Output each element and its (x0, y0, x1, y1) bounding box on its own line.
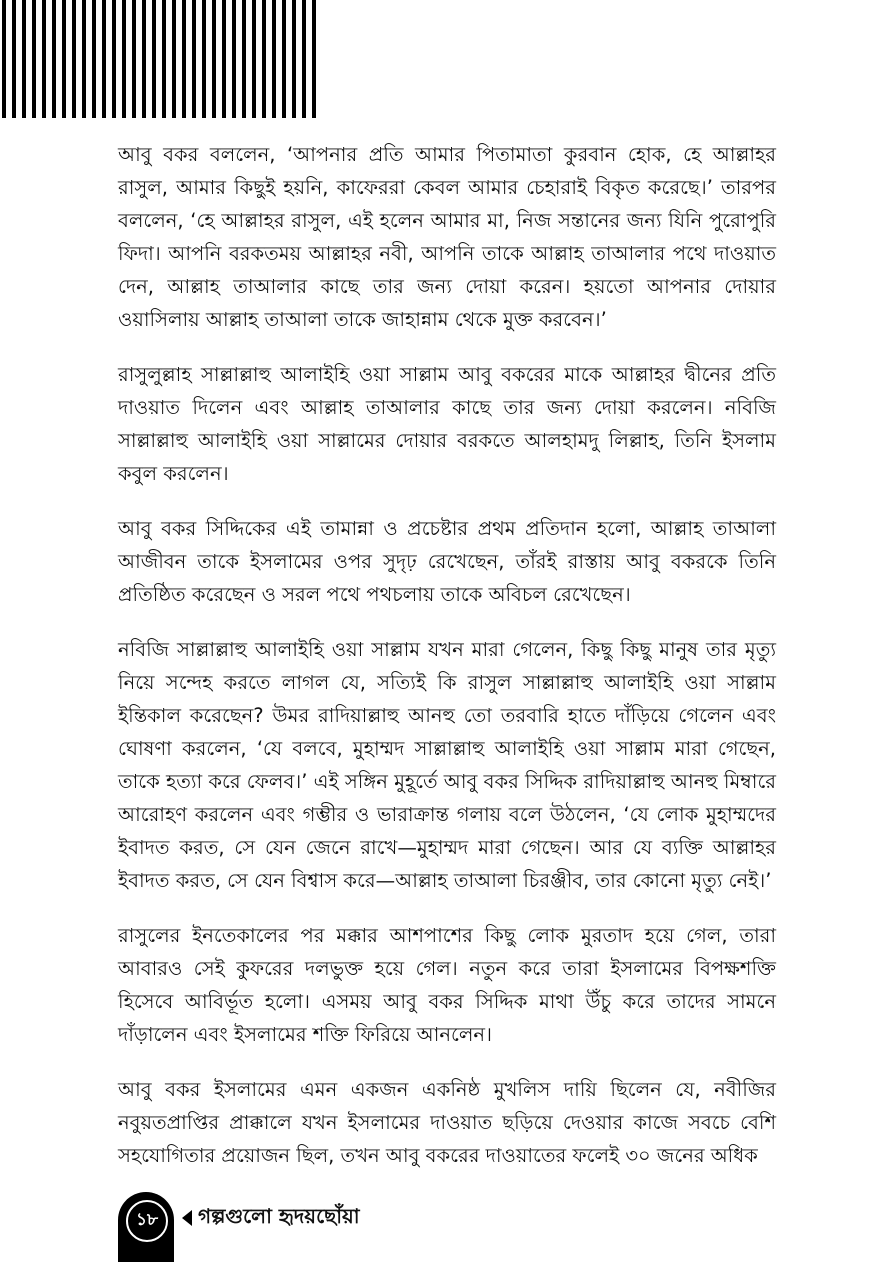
paragraph: আবু বকর সিদ্দিকের এই তামান্না ও প্রচেষ্টার প্রথম প্রতিদান হলো, আল্লাহ তাআলা আজীবন তাকে ইসলামের ওপর সুদৃঢ় রেখেছেন, তাঁরই রাস্তায় আবু বকরকে তিনি প্রতিষ্ঠিত করেছেন ও সরল পথে পথচলায় তাকে অবিচল রেখেছেন। (118, 517, 776, 606)
paragraph: নবিজি সাল্লাল্লাহু আলাইহি ওয়া সাল্লাম যখন মারা গেলেন, কিছু কিছু মানুষ তার মৃত্যু নিয়ে সন্দেহ করতে লাগল যে, সত্যিই কি রাসুল সাল্লাল্লাহু আলাইহি ওয়া সাল্লাম ইন্তিকাল করেছেন? উমর রাদিয়াল্লাহু আনহু তো তরবারি হাতে দাঁড়িয়ে গেলেন এবং ঘোষণা করলেন, ‘যে বলবে, মুহাম্মদ সাল্লাল্লাহু আলাইহি ওয়া সাল্লাম মারা গেছেন, তাকে হত্যা করে ফেলব।’ এই সঙ্গিন মুহূর্তে আবু বকর সিদ্দিক রাদিয়াল্লাহু আনহু মিম্বারে আরোহণ করলেন এবং গম্ভীর ও ভারাক্রান্ত গলায় বলে উঠলেন, ‘যে লোক মুহাম্মদের ইবাদত করত, সে যেন জেনে রাখে—মুহাম্মদ মারা গেছেন। আর যে ব্যক্তি আল্লাহর ইবাদত করত, সে যেন বিশ্বাস করে—আল্লাহ তাআলা চিরঞ্জীব, তার কোনো মৃত্যু নেই।’ (118, 638, 777, 892)
paragraph: আবু বকর বললেন, ‘আপনার প্রতি আমার পিতামাতা কুরবান হোক, হে আল্লাহর রাসুল, আমার কিছুই হয়নি, কাফেররা কেবল আমার চেহারাই বিকৃত করেছে।’ তারপর বললেন, ‘হে আল্লাহর রাসুল, এই হলেন আমার মা, নিজ সন্তানের জন্য যিনি পুরোপুরি ফিদা। আপনি বরকতময় আল্লাহর নবী, আপনি তাকে আল্লাহ তাআলার পথে দাওয়াত দেন, আল্লাহ তাআলার কাছে তার জন্য দোয়া করেন। হয়তো আপনার দোয়ার ওয়াসিলায় আল্লাহ তাআলা তাকে জাহান্নাম থেকে মুক্ত করবেন।’ (118, 143, 776, 331)
book-title: গল্পগুলো হৃদয়ছোঁয়া (198, 1204, 360, 1228)
paragraph: রাসুলের ইনতেকালের পর মক্কার আশপাশের কিছু লোক মুরতাদ হয়ে গেল, তারা আবারও সেই কুফরের দলভুক্ত হয়ে গেল। নতুন করে তারা ইসলামের বিপক্ষশক্তি হিসেবে আবির্ভূত হলো। এসময় আবু বকর সিদ্দিক মাথা উঁচু করে তাদের সামনে দাঁড়ালেন এবং ইসলামের শক্তি ফিরিয়ে আনলেন। (118, 924, 776, 1046)
page-number-badge (118, 1192, 174, 1262)
paragraph: আবু বকর ইসলামের এমন একজন একনিষ্ঠ মুখলিস দায়ি ছিলেন যে, নবীজির নবুয়তপ্রাপ্তির প্রাক্কালে যখন ইসলামের দাওয়াত ছড়িয়ে দেওয়ার কাজে সবচে বেশি সহযোগিতার প্রয়োজন ছিল, তখন আবু বকরের দাওয়াতের ফলেই ৩০ জনের অধিক (118, 1078, 776, 1167)
paragraph: রাসুলুল্লাহ সাল্লাল্লাহু আলাইহি ওয়া সাল্লাম আবু বকরের মাকে আল্লাহর দ্বীনের প্রতি দাওয়াত দিলেন এবং আল্লাহ তাআলার কাছে তার জন্য দোয়া করলেন। নবিজি সাল্লাল্লাহু আলাইহি ওয়া সাল্লামের দোয়ার বরকতে আলহামদু লিল্লাহ, তিনি ইসলাম কবুল করলেন। (118, 363, 776, 485)
triangle-left-icon (182, 1210, 192, 1226)
page-number: ১৮ (126, 1200, 168, 1242)
body-text (118, 138, 776, 1194)
page-footer (118, 1192, 518, 1262)
decorative-stripes (0, 0, 320, 118)
